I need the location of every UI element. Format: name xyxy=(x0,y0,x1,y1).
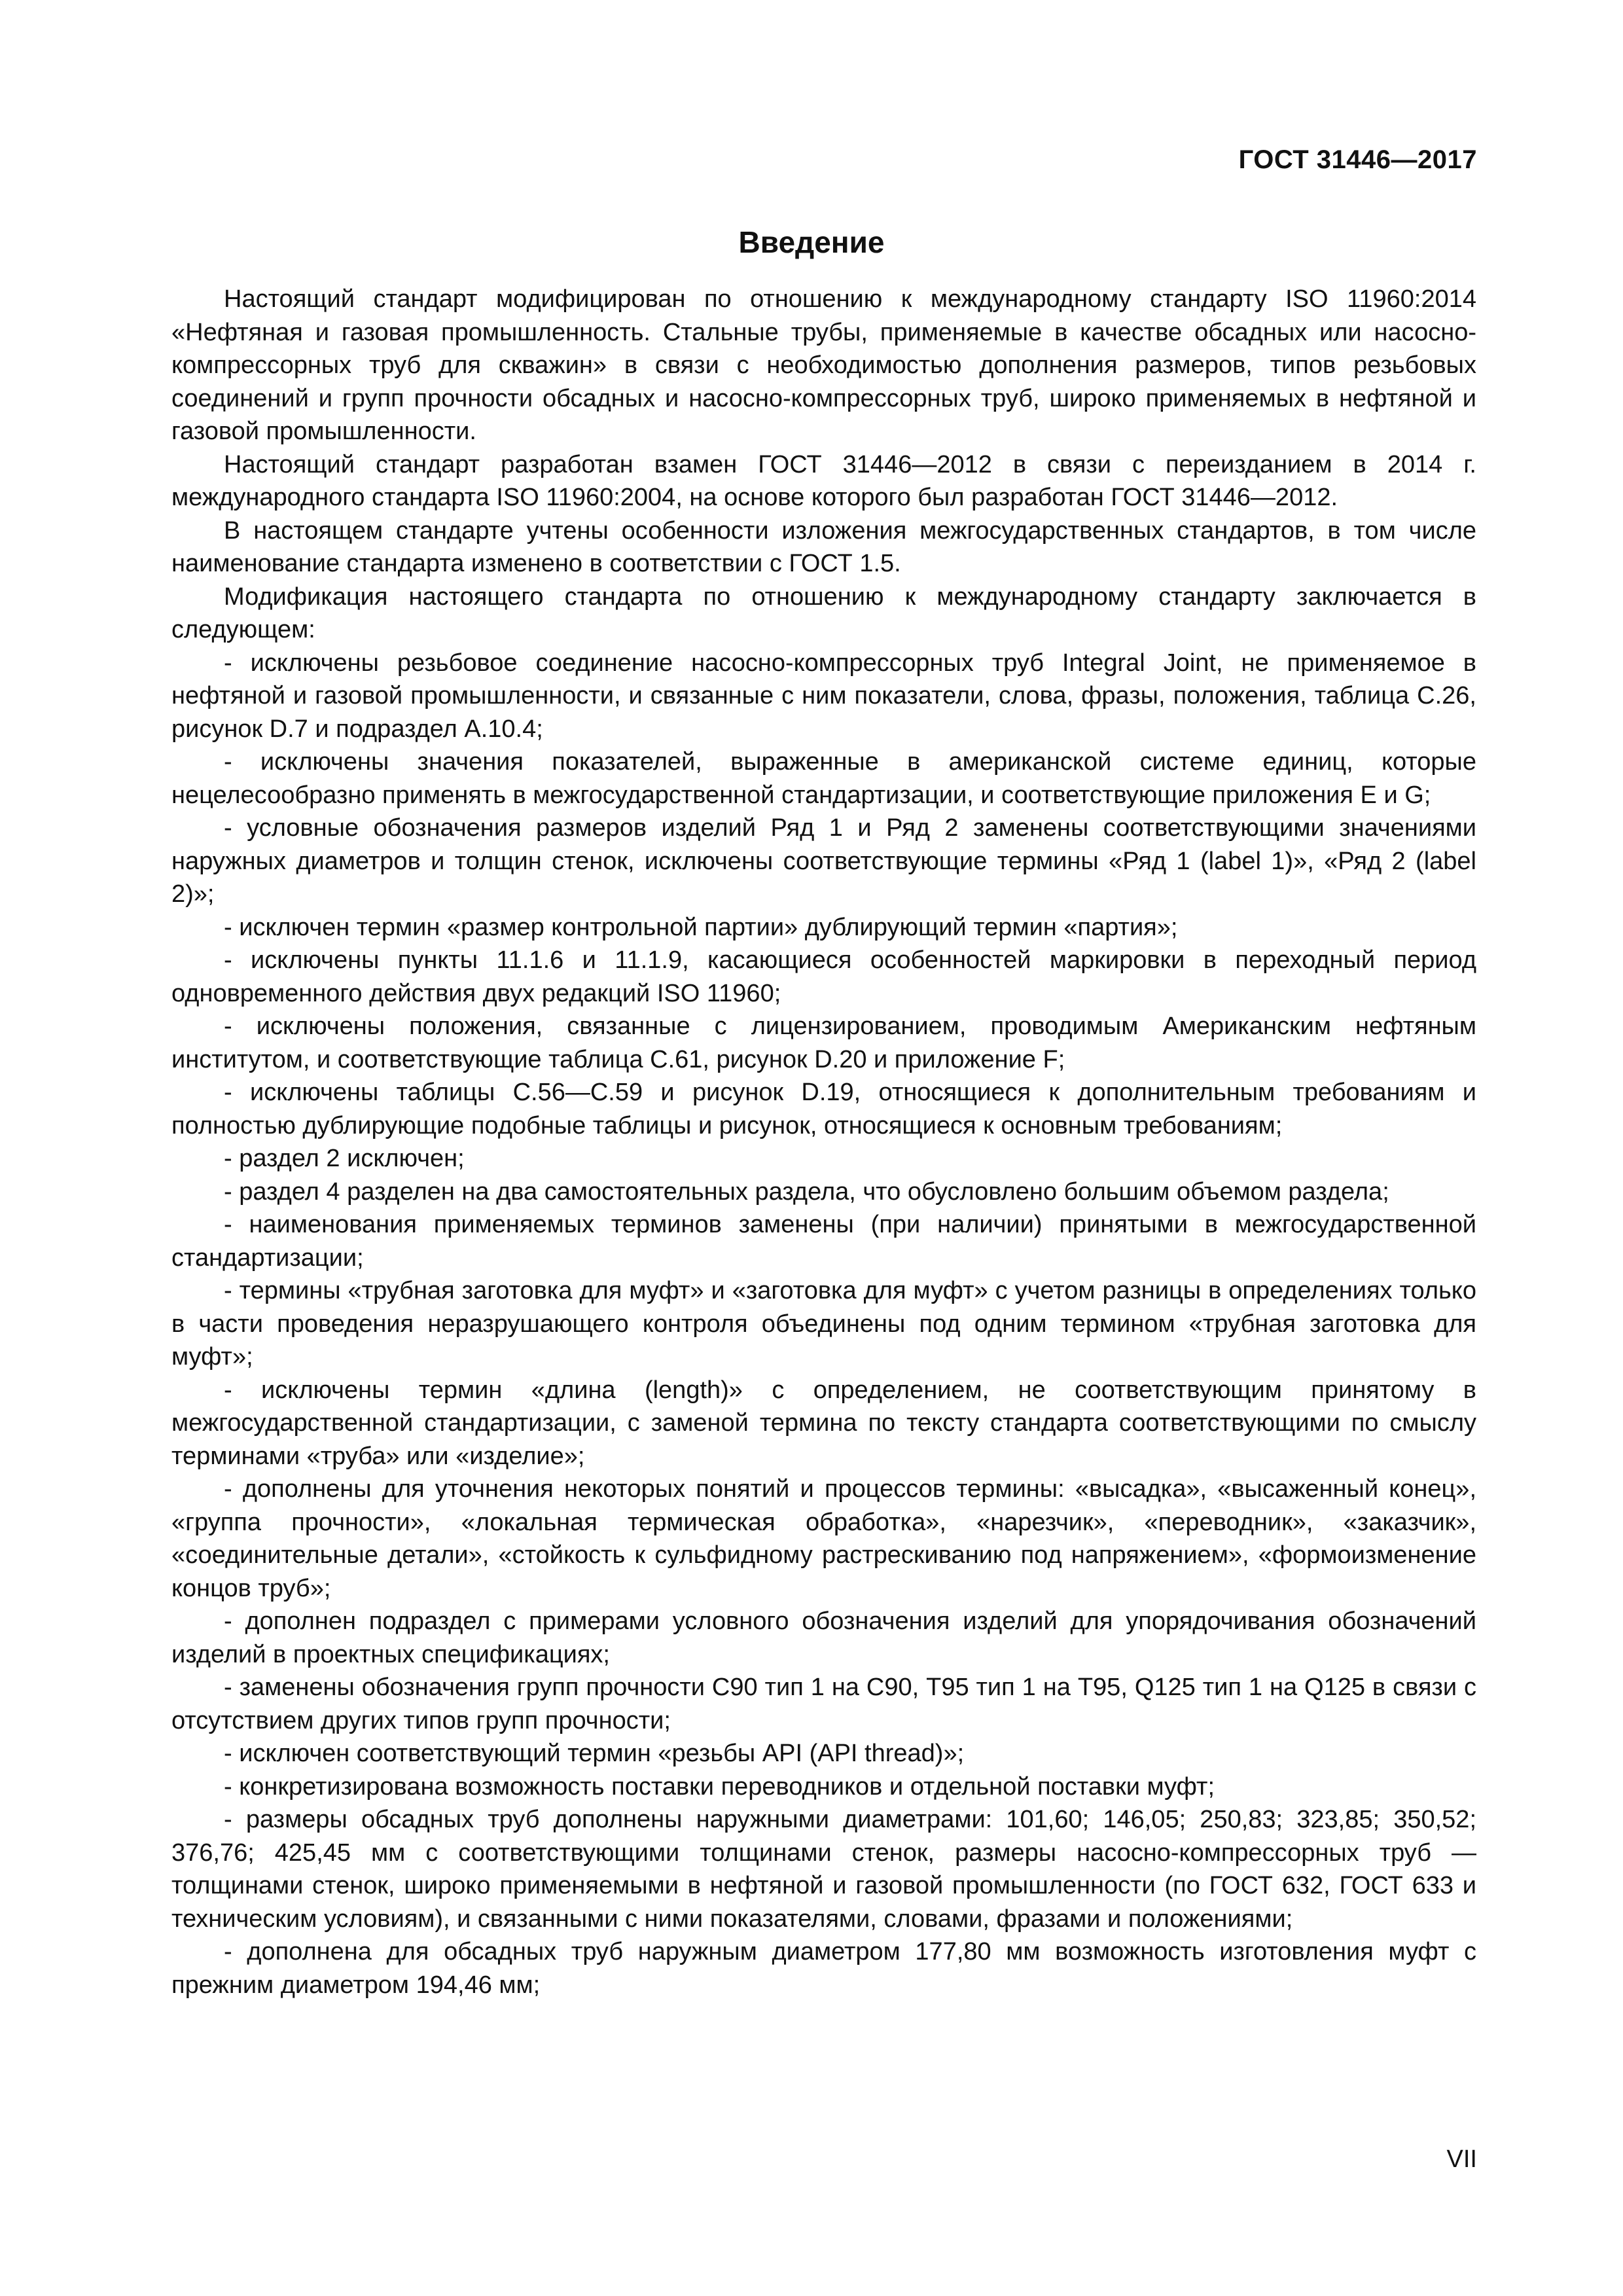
paragraph: Модификация настоящего стандарта по отношению к международному стандарту заключается в следующем: xyxy=(171,583,1476,643)
list-item: - дополнен подраздел с примерами условного обозначения изделий для упорядочивания обозначений изделий в проектных спецификациях; xyxy=(171,1607,1476,1668)
list-item: - раздел 4 разделен на два самостоятельных раздела, что обусловлено большим объемом раздела; xyxy=(224,1177,1389,1206)
list-item: - термины «трубная заготовка для муфт» и «заготовка для муфт» с учетом разницы в определениях только в части проведения неразрушающего контроля объединены под одним термином «трубная заготовка для муфт»; xyxy=(171,1277,1476,1371)
list-item: - дополнена для обсадных труб наружным диаметром 177,80 мм возможность изготовления муфт с прежним диаметром 194,46 мм; xyxy=(171,1938,1476,1999)
list-item: - исключены резьбовое соединение насосно-компрессорных труб Integral Joint, не применяемое в нефтяной и газовой промышленности, и связанные с ним показатели, слова, фразы, положения, таблица С.26, рисунок D.7 и подраздел А.10.4; xyxy=(171,649,1476,743)
list-item: - наименования применяемых терминов заменены (при наличии) принятыми в межгосударственной стандартизации; xyxy=(171,1211,1476,1272)
list-item: - условные обозначения размеров изделий Ряд 1 и Ряд 2 заменены соответствующими значениями наружных диаметров и толщин стенок, исключены соответствующие термины «Ряд 1 (label 1)», «Ряд 2 (label 2)»; xyxy=(171,814,1476,908)
document-body xyxy=(171,283,1476,2001)
section-title: Введение xyxy=(738,225,885,259)
list-item: - исключены положения, связанные с лицензированием, проводимым Американским нефтяным институтом, и соответствующие таблица С.61, рисунок D.20 и приложение F; xyxy=(171,1013,1476,1073)
page-number: VII xyxy=(1446,2145,1477,2173)
list-item: - размеры обсадных труб дополнены наружными диаметрами: 101,60; 146,05; 250,83; 323,85; 350,52; 376,76; 425,45 мм с соответствующими толщинами стенок, размеры насосно-компрессорных труб — толщинами стенок, широко применяемыми в нефтяной и газовой промышленности (по ГОСТ 632, ГОСТ 633 и техническим условиям), и связанными с ними показателями, словами, фразами и положениями; xyxy=(171,1806,1476,1933)
list-item: - раздел 2 исключен; xyxy=(224,1145,465,1172)
paragraph: Настоящий стандарт разработан взамен ГОСТ 31446—2012 в связи с переизданием в 2014 г. международного стандарта ISO 11960:2004, на основе которого был разработан ГОСТ 31446—2012. xyxy=(171,450,1476,511)
list-item: - исключены таблицы С.56—С.59 и рисунок D.19, относящиеся к дополнительным требованиям и полностью дублирующие подобные таблицы и рисунок, относящиеся к основным требованиям; xyxy=(171,1079,1476,1139)
list-item: - заменены обозначения групп прочности С90 тип 1 на С90, Т95 тип 1 на Т95, Q125 тип 1 на Q125 в связи с отсутствием других типов групп прочности; xyxy=(171,1674,1476,1734)
list-item: - исключены значения показателей, выраженные в американской системе единиц, которые нецелесообразно применять в межгосударственной стандартизации, и соответствующие приложения Е и G; xyxy=(171,748,1476,809)
list-item: - исключены термин «длина (length)» с определением, не соответствующим принятому в межгосударственной стандартизации, с заменой термина по тексту стандарта соответствующими по смыслу терминами «труба» или «изделие»; xyxy=(171,1376,1476,1470)
list-item: - исключен соответствующий термин «резьбы API (API thread)»; xyxy=(224,1740,965,1767)
document-header: ГОСТ 31446—2017 xyxy=(1238,145,1477,174)
paragraph: Настоящий стандарт модифицирован по отношению к международному стандарту ISO 11960:2014 «Нефтяная и газовая промышленность. Стальные трубы, применяемые в качестве обсадных или насосно-компрессорных труб для скважин» в связи с необходимостью дополнения размеров, типов резьбовых соединений и групп прочности обсадных и насосно-компрессорных труб, широко применяемых в нефтяной и газовой промышленности. xyxy=(171,285,1476,445)
list-item: - исключен термин «размер контрольной партии» дублирующий термин «партия»; xyxy=(224,913,1178,941)
paragraph: В настоящем стандарте учтены особенности изложения межгосударственных стандартов, в том числе наименование стандарта изменено в соответствии с ГОСТ 1.5. xyxy=(171,516,1476,577)
list-item: - дополнены для уточнения некоторых понятий и процессов термины: «высадка», «высаженный конец», «группа прочности», «локальная термическая обработка», «нарезчик», «переводник», «заказчик», «соединительные детали», «стойкость к сульфидному растрескиванию под напряжением», «формоизменение концов труб»; xyxy=(171,1475,1476,1602)
list-item: - конкретизирована возможность поставки переводников и отдельной поставки муфт; xyxy=(224,1772,1215,1801)
list-item: - исключены пункты 11.1.6 и 11.1.9, касающиеся особенностей маркировки в переходный период одновременного действия двух редакций ISO 11960; xyxy=(171,946,1476,1007)
